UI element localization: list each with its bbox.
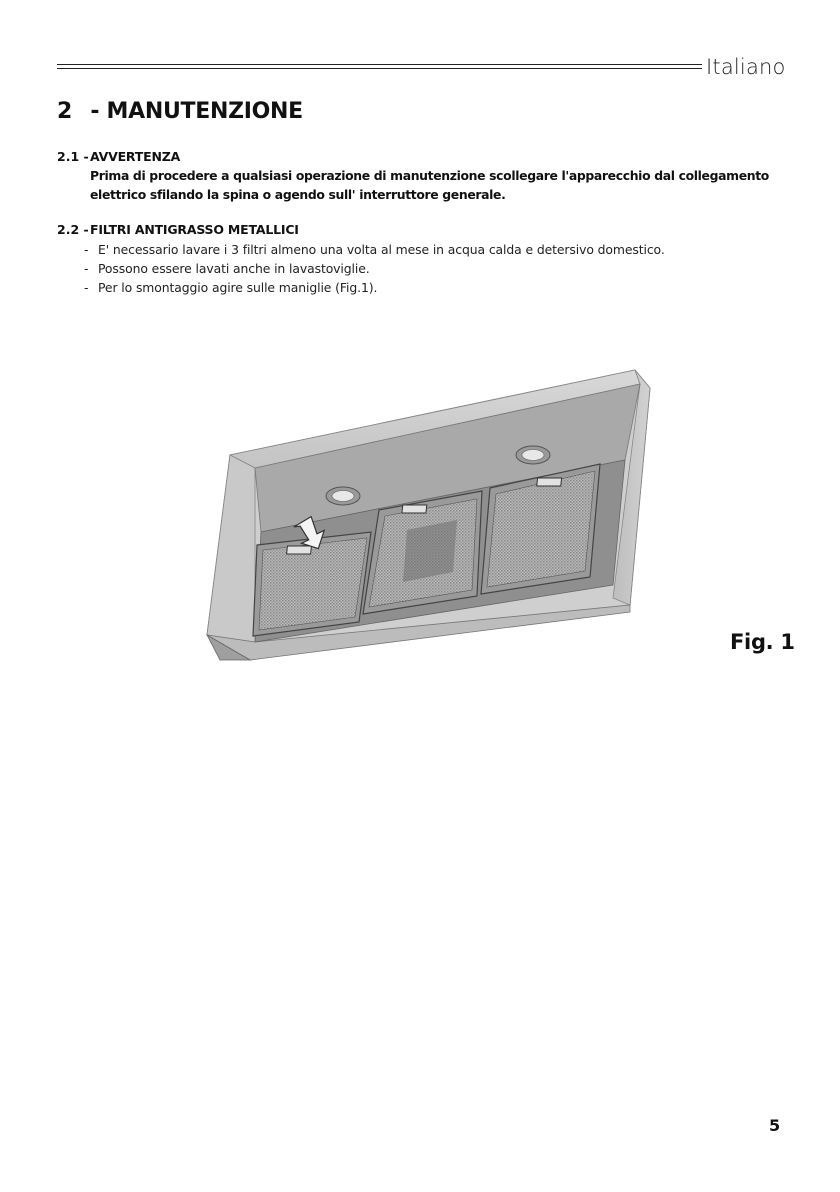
list-item: - E' necessario lavare i 3 filtri almeno una volta al mese in acqua calda e detersivo domestico. xyxy=(84,242,665,257)
list-item: - Possono essere lavati anche in lavastoviglie. xyxy=(84,261,370,276)
subsection-number: 2.2 - xyxy=(57,222,89,237)
subsection-heading: AVVERTENZA xyxy=(90,149,181,164)
section-title-text: - MANUTENZIONE xyxy=(90,99,303,124)
figure-label: Fig. 1 xyxy=(730,630,795,654)
range-hood-figure xyxy=(195,360,665,680)
header-rule xyxy=(57,62,702,72)
page-number: 5 xyxy=(769,1116,781,1135)
subsection-number: 2.1 - xyxy=(57,149,89,164)
list-item: - Per lo smontaggio agire sulle maniglie (Fig.1). xyxy=(84,280,378,295)
language-label: Italiano xyxy=(706,55,786,79)
subsection-heading: FILTRI ANTIGRASSO METALLICI xyxy=(90,222,299,237)
section-title xyxy=(57,99,303,124)
filter-instructions-list xyxy=(84,240,665,297)
section-number: 2 xyxy=(57,99,73,124)
warning-text: Prima di procedere a qualsiasi operazione di manutenzione scollegare l'apparecchio dal collegamento elettrico sfilando la spina o agendo sull' interruttore generale. xyxy=(90,168,769,202)
